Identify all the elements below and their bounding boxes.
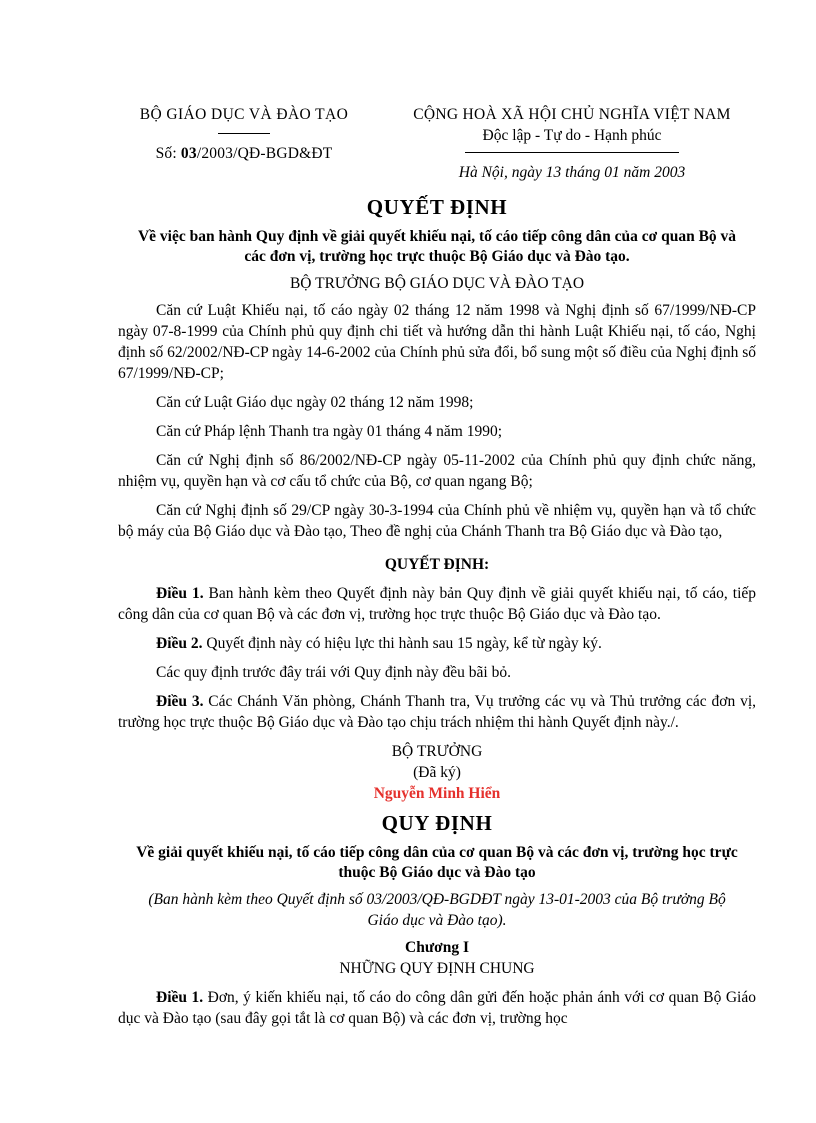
signer-position: BỘ TRƯỞNG [391,743,483,760]
chapter-heading: Chương I [405,939,469,956]
signed-note: (Đã ký) [413,764,461,781]
decides-heading: QUYẾT ĐỊNH: [384,556,490,573]
motto-underline [465,152,679,153]
decision-title: QUYẾT ĐỊNH [366,195,508,219]
chapter-title: NHỮNG QUY ĐỊNH CHUNG [339,960,535,977]
decision-article-3: Điều 3. Các Chánh Văn phòng, Chánh Thanh tra, Vụ trưởng các vụ và Thủ trưởng các đơn vị, trường học trực thuộc Bộ Giáo dục và Đào tạo chịu trách nhiệm thi hành Quyết định này./. [118,693,756,731]
issuing-authority: BỘ TRƯỞNG BỘ GIÁO DỤC VÀ ĐÀO TẠO [289,275,585,292]
regulation-title: QUY ĐỊNH [381,811,493,835]
national-header-block [380,104,764,183]
republic-name: CỘNG HOÀ XÃ HỘI CHỦ NGHĨA VIỆT NAM [413,106,731,123]
legal-basis: Căn cứ Luật Giáo dục ngày 02 tháng 12 năm 1998; [156,394,474,411]
legal-basis: Căn cứ Nghị định số 29/CP ngày 30-3-1994 của Chính phủ về nhiệm vụ, quyền hạn và tổ chức bộ máy của Bộ Giáo dục và Đào tạo, Theo đề nghị của Chánh Thanh tra Bộ Giáo dục và Đào tạo, [118,502,756,540]
national-motto: Độc lập - Tự do - Hạnh phúc [482,127,662,144]
legal-basis: Căn cứ Pháp lệnh Thanh tra ngày 01 tháng 4 năm 1990; [156,423,503,440]
decision-subtitle: Về việc ban hành Quy định về giải quyết khiếu nại, tố cáo tiếp công dân của cơ quan Bộ và các đơn vị, trường học trực thuộc Bộ Giáo dục và Đào tạo. [137,228,737,265]
issue-date: Hà Nội, ngày 13 tháng 01 năm 2003 [458,164,686,181]
document-body [118,194,756,1029]
regulation-article-1: Điều 1. Đơn, ý kiến khiếu nại, tố cáo do công dân gửi đến hoặc phản ánh với cơ quan Bộ Giáo dục và Đào tạo (sau đây gọi tắt là cơ quan Bộ) và các đơn vị, trường học [118,989,756,1027]
issuance-note: (Ban hành kèm theo Quyết định số 03/2003/QĐ-BGDĐT ngày 13-01-2003 của Bộ trưởng Bộ Giáo dục và Đào tạo). [148,891,726,929]
document-number-bold: 03 [180,145,197,162]
repeal-clause: Các quy định trước đây trái với Quy định này đều bãi bỏ. [156,664,511,681]
ministry-name: BỘ GIÁO DỤC VÀ ĐÀO TẠO [139,106,349,123]
issuer-block [118,104,370,164]
signer-name: Nguyễn Minh Hiển [373,785,501,802]
legal-basis: Căn cứ Luật Khiếu nại, tố cáo ngày 02 tháng 12 năm 1998 và Nghị định số 67/1999/NĐ-CP ngày 07-8-1999 của Chính phủ quy định chi tiết và hướng dẫn thi hành Luật Khiếu nại, tố cáo, Nghị định số 62/2002/NĐ-CP ngày 14-6-2002 của Chính phủ sửa đổi, bổ sung một số điều của Nghị định số 67/1999/NĐ-CP; [118,302,756,382]
regulation-subtitle: Về giải quyết khiếu nại, tố cáo tiếp công dân của cơ quan Bộ và các đơn vị, trường học trực thuộc Bộ Giáo dục và Đào tạo [136,844,738,881]
ministry-underline [218,133,270,134]
legal-basis: Căn cứ Nghị định số 86/2002/NĐ-CP ngày 05-11-2002 của Chính phủ quy định chức năng, nhiệm vụ, quyền hạn và cơ cấu tổ chức của Bộ, cơ quan ngang Bộ; [118,452,756,490]
decision-article-2: Điều 2. Quyết định này có hiệu lực thi hành sau 15 ngày, kể từ ngày ký. [156,635,602,652]
document-number: Số: 03/2003/QĐ-BGD&ĐT [155,145,333,162]
signature-block [118,741,756,804]
decision-article-1: Điều 1. Ban hành kèm theo Quyết định này bản Quy định về giải quyết khiếu nại, tố cáo, tiếp công dân của cơ quan Bộ và các đơn vị, trường học trực thuộc Bộ Giáo dục và Đào tạo. [118,585,757,623]
